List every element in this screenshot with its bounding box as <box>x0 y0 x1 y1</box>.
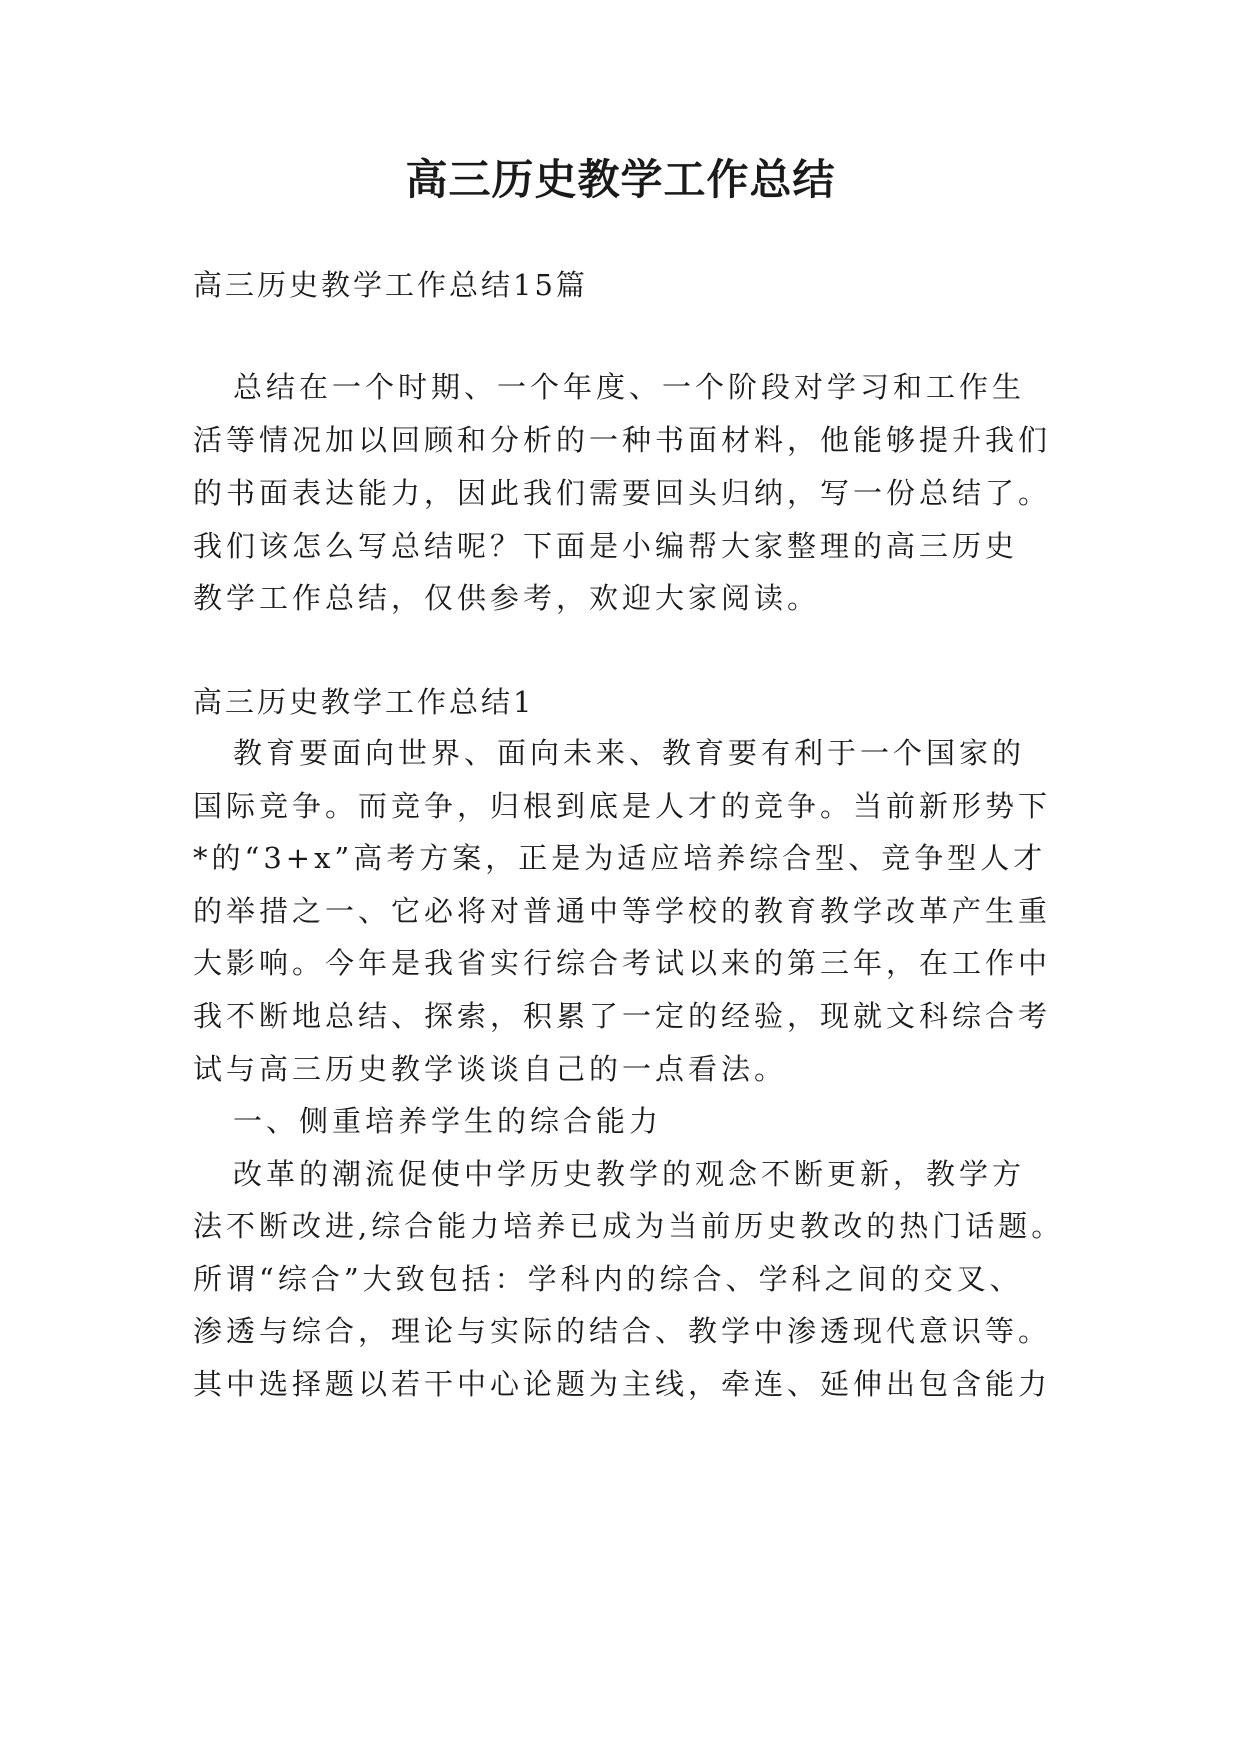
section-line: 试与高三历史教学谈谈自己的一点看法。 <box>193 1052 788 1086</box>
document-subtitle: 高三历史教学工作总结15篇 <box>193 268 588 302</box>
document-title: 高三历史教学工作总结 <box>405 155 836 204</box>
section-line: 教育要面向世界、面向未来、教育要有利于一个国家的 <box>233 736 1026 770</box>
subheading: 一、侧重培养学生的综合能力 <box>233 1104 663 1138</box>
section-line: *的“3+x”高考方案，正是为适应培养综合型、竞争型人才 <box>193 841 1047 875</box>
intro-line: 活等情况加以回顾和分析的一种书面材料，他能够提升我们 <box>193 423 1052 457</box>
section-line: 大影响。今年是我省实行综合考试以来的第三年，在工作中 <box>193 946 1052 980</box>
paragraph-line: 其中选择题以若干中心论题为主线，牵连、延伸出包含能力 <box>193 1367 1052 1401</box>
section-line: 国际竞争。而竞争，归根到底是人才的竞争。当前新形势下 <box>193 789 1052 823</box>
intro-line: 总结在一个时期、一个年度、一个阶段对学习和工作生 <box>233 370 1026 404</box>
intro-line: 教学工作总结，仅供参考，欢迎大家阅读。 <box>193 581 821 615</box>
intro-line: 我们该怎么写总结呢？下面是小编帮大家整理的高三历史 <box>193 529 1019 563</box>
section-line: 我不断地总结、探索，积累了一定的经验，现就文科综合考 <box>193 999 1052 1033</box>
paragraph-line: 法不断改进,综合能力培养已成为当前历史教改的热门话题。 <box>193 1209 1065 1243</box>
paragraph-line: 改革的潮流促使中学历史教学的观念不断更新，教学方 <box>233 1157 1026 1191</box>
intro-line: 的书面表达能力，因此我们需要回头归纳，写一份总结了。 <box>193 476 1052 510</box>
section-heading: 高三历史教学工作总结1 <box>193 685 535 719</box>
paragraph-line: 渗透与综合，理论与实际的结合、教学中渗透现代意识等。 <box>193 1314 1052 1348</box>
section-line: 的举措之一、它必将对普通中等学校的教育教学改革产生重 <box>193 894 1052 928</box>
paragraph-line: 所谓“综合”大致包括：学科内的综合、学科之间的交叉、 <box>193 1262 1023 1296</box>
